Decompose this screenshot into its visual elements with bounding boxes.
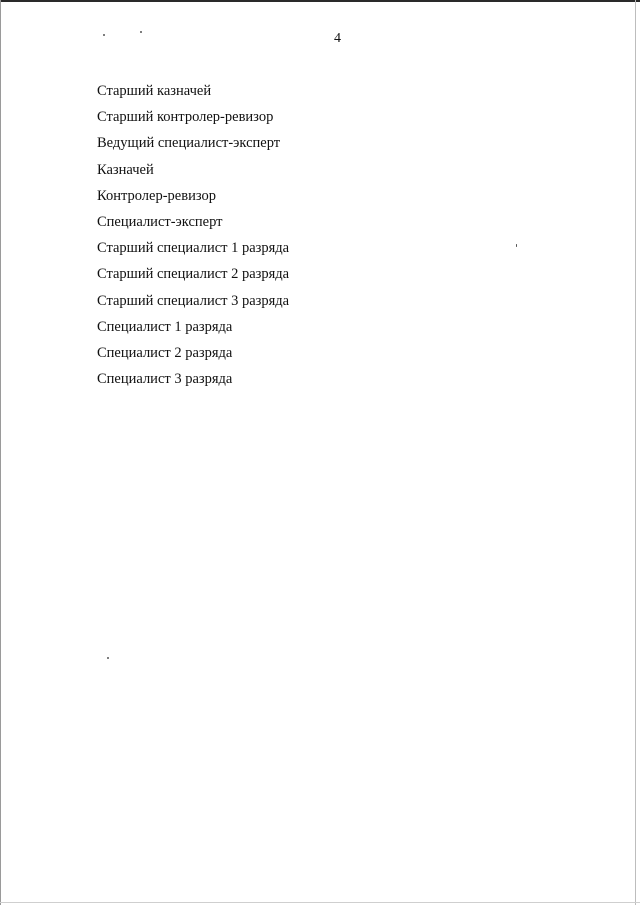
scan-edge-top	[0, 0, 640, 2]
position-item: Казначей	[97, 161, 154, 178]
position-item: Контролер-ревизор	[97, 187, 216, 204]
position-item: Специалист 1 разряда	[97, 318, 233, 335]
position-item: Специалист 3 разряда	[97, 371, 233, 388]
scan-edge-right	[635, 0, 636, 905]
page-number: 4	[334, 31, 341, 46]
scan-speck	[516, 244, 517, 247]
scan-edge-left	[0, 0, 1, 905]
position-item: Старший специалист 3 разряда	[97, 292, 290, 309]
scan-speck	[103, 34, 105, 36]
scan-edge-bottom	[0, 902, 640, 903]
position-item: Ведущий специалист-эксперт	[97, 135, 281, 152]
position-list	[97, 78, 289, 392]
position-item: Старший специалист 2 разряда	[97, 266, 290, 283]
position-item: Старший казначей	[97, 83, 212, 99]
position-item: Старший специалист 1 разряда	[97, 240, 290, 257]
position-item: Старший контролер-ревизор	[97, 109, 274, 126]
scan-speck	[140, 31, 142, 33]
scan-speck	[107, 657, 109, 659]
position-item: Специалист-эксперт	[97, 213, 223, 230]
position-item: Специалист 2 разряда	[97, 344, 233, 361]
